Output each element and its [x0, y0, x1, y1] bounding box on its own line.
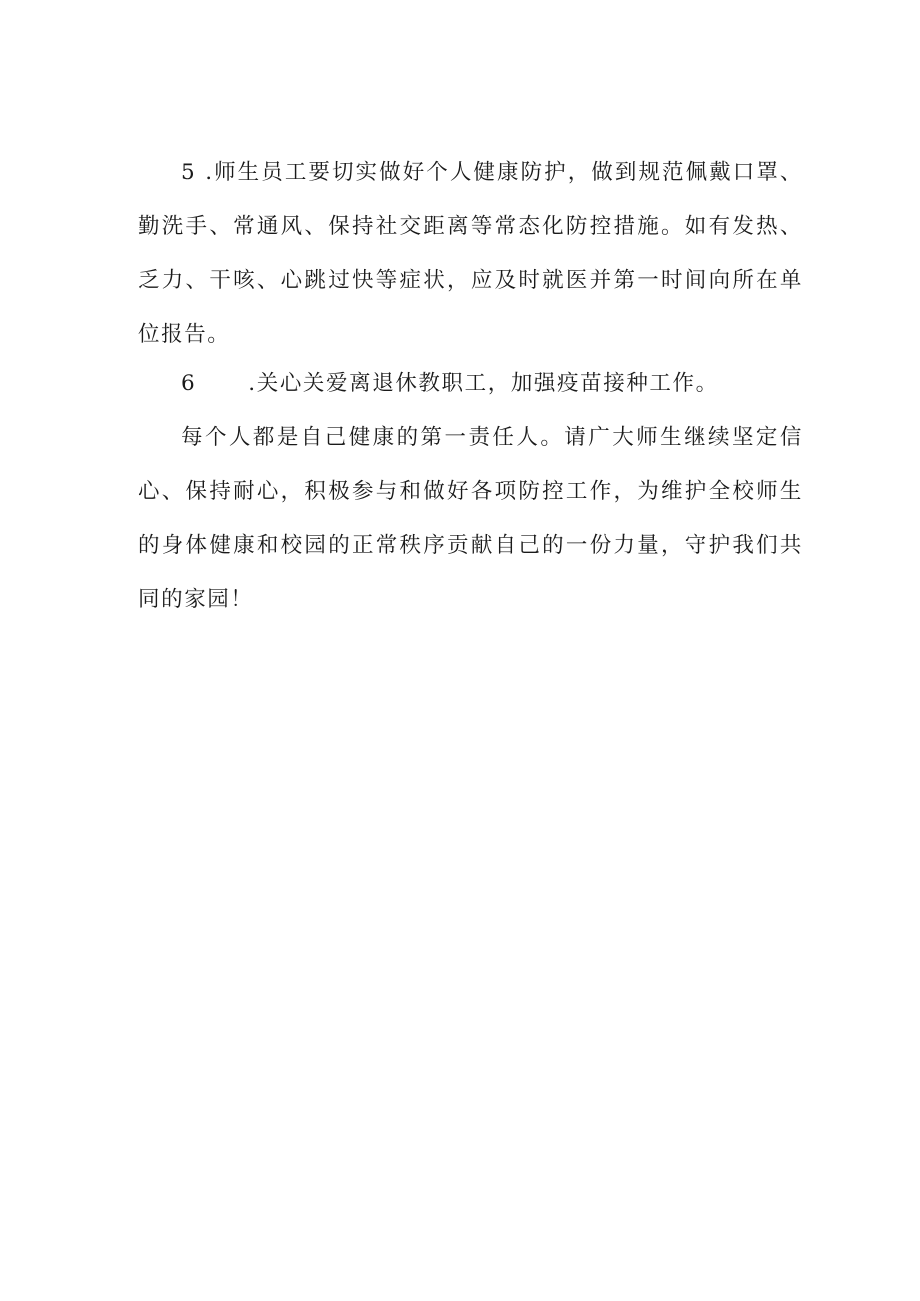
list-item-5	[138, 146, 803, 362]
paragraph	[138, 146, 803, 362]
paragraph: 每个人都是自己健康的第一责任人。请广大师生继续坚定信心、保持耐心，积极参与和做好各项防控工作，为维护全校师生的身体健康和校园的正常秩序贡献自己的一份力量，守护我们共同的家园！	[138, 425, 803, 612]
item-text: .师生员工要切实做好个人健康防护，做到规范佩戴口罩、勤洗手、常通风、保持社交距离等常态化防控措施。如有发热、乏力、干咳、心跳过快等症状，应及时就医并第一时间向所在单位报告。	[138, 160, 804, 347]
closing-paragraph	[138, 411, 803, 627]
list-item-6	[138, 357, 803, 411]
paragraph	[138, 357, 803, 411]
item-number: 6	[181, 371, 197, 396]
item-number: 5	[181, 160, 197, 185]
item-text: .关心关爱离退休教职工，加强疫苗接种工作。	[248, 371, 719, 396]
